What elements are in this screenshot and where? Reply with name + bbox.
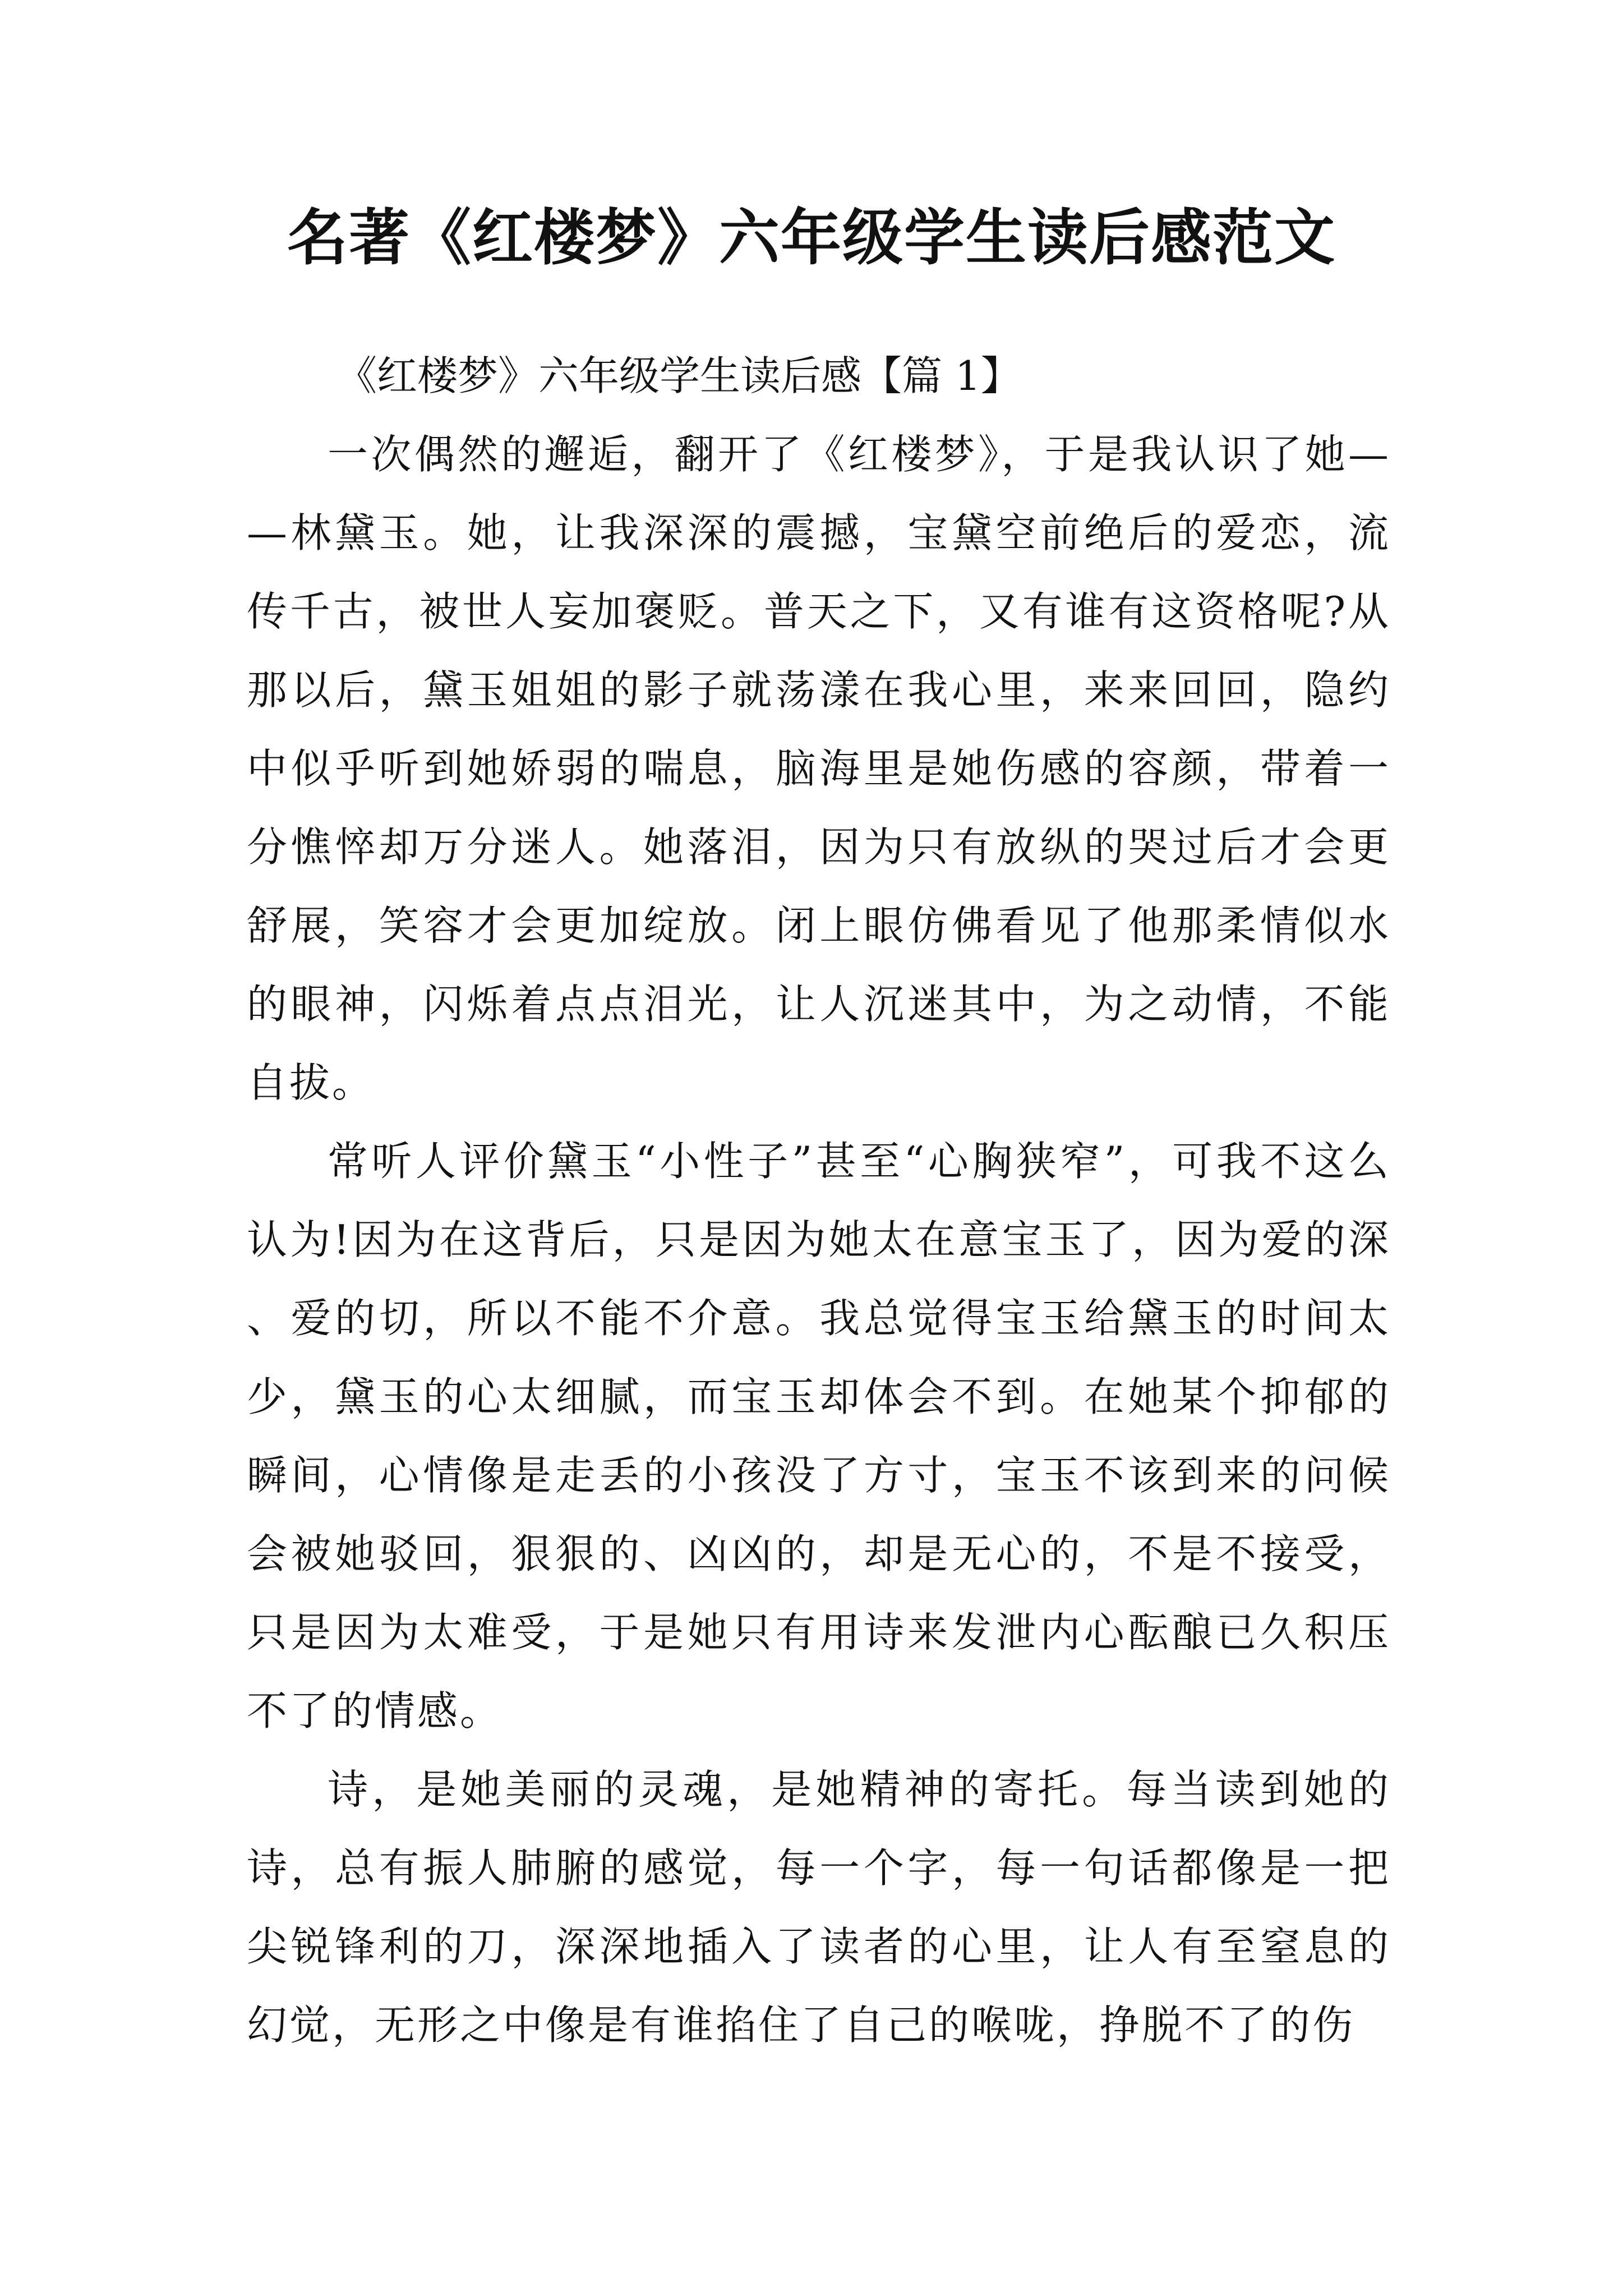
section-heading: 《红楼梦》六年级学生读后感【篇 1】 (336, 352, 1021, 399)
document-title: 名著《红楼梦》六年级学生读后感范文 (287, 203, 1336, 273)
document-body (247, 337, 1391, 2064)
paragraph-2: 常听人评价黛玉“小性子”甚至“心胸狭窄”，可我不这么认为!因为在这背后，只是因为她太在意宝玉了，因为爱的深、爱的切，所以不能不介意。我总觉得宝玉给黛玉的时间太少，黛玉的心太细腻，而宝玉却体会不到。在她某个抑郁的瞬间，心情像是走丢的小孩没了方寸，宝玉不该到来的问候会被她驳回，狠狠的、凶凶的，却是无心的，不是不接受，只是因为太难受，于是她只有用诗来发泄内心酝酿已久积压不了的情感。 (247, 1138, 1391, 1734)
paragraph-3: 诗，是她美丽的灵魂，是她精神的寄托。每当读到她的诗，总有振人肺腑的感觉，每一个字，每一句话都像是一把尖锐锋利的刀，深深地插入了读者的心里，让人有至窒息的幻觉，无形之中像是有谁掐住了自己的喉咙，挣脱不了的伤 (247, 1766, 1391, 2049)
paragraph-1: 一次偶然的邂逅，翻开了《红楼梦》，于是我认识了她——林黛玉。她，让我深深的震撼，宝黛空前绝后的爱恋，流传千古，被世人妄加褒贬。普天之下，又有谁有这资格呢?从那以后，黛玉姐姐的影子就荡漾在我心里，来来回回，隐约中似乎听到她娇弱的喘息，脑海里是她伤感的容颜，带着一分憔悴却万分迷人。她落泪，因为只有放纵的哭过后才会更舒展，笑容才会更加绽放。闭上眼仿佛看见了他那柔情似水的眼神，闪烁着点点泪光，让人沉迷其中，为之动情，不能自拔。 (247, 431, 1391, 1106)
